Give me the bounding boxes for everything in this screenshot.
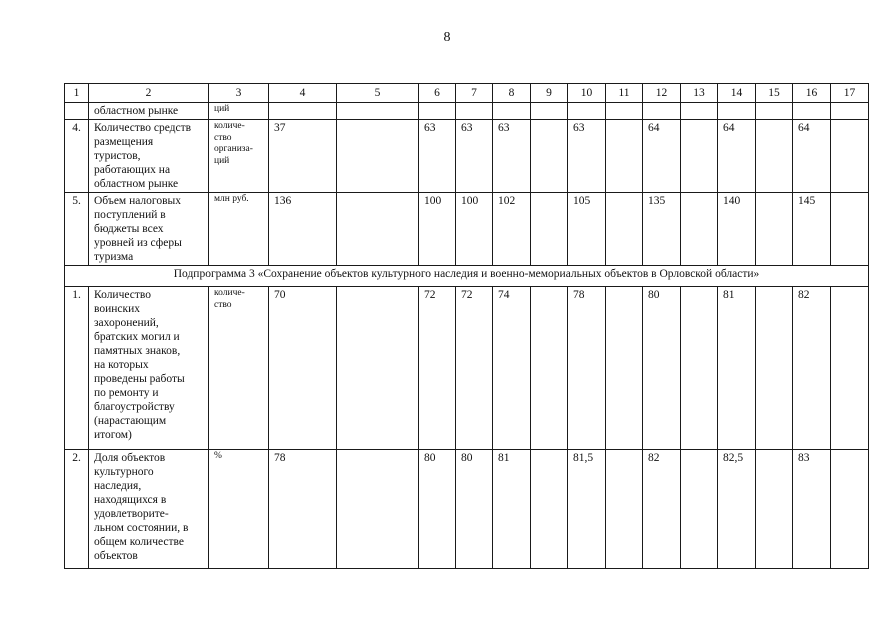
table-row xyxy=(65,287,869,450)
column-number-15: 15 xyxy=(756,84,793,103)
column-number-11: 11 xyxy=(606,84,643,103)
value-cell xyxy=(643,103,681,120)
value-cell: 100 xyxy=(419,193,456,266)
column-number-10: 10 xyxy=(568,84,606,103)
value-cell xyxy=(606,193,643,266)
value-cell xyxy=(681,450,718,569)
value-cell: 81 xyxy=(493,450,531,569)
value-cell: 145 xyxy=(793,193,831,266)
value-cell: 81 xyxy=(718,287,756,450)
value-cell: 140 xyxy=(718,193,756,266)
indicator-name: Доля объектов культурного наследия, находящихся в удовлетворите- льном состоянии, в общем количестве объектов xyxy=(89,450,209,569)
value-cell: 64 xyxy=(643,120,681,193)
value-cell xyxy=(337,193,419,266)
value-cell xyxy=(681,120,718,193)
subprogram-row xyxy=(65,266,869,287)
value-cell xyxy=(531,193,568,266)
value-cell: 63 xyxy=(493,120,531,193)
value-cell xyxy=(337,103,419,120)
column-number-3: 3 xyxy=(209,84,269,103)
table-row xyxy=(65,193,869,266)
value-cell xyxy=(531,120,568,193)
value-cell: 74 xyxy=(493,287,531,450)
indicator-name: Количество средств размещения туристов, работающих на областном рынке xyxy=(89,120,209,193)
column-number-6: 6 xyxy=(419,84,456,103)
value-cell: 78 xyxy=(568,287,606,450)
unit-of-measure: % xyxy=(209,450,269,569)
value-cell xyxy=(831,103,869,120)
table-body xyxy=(65,84,869,569)
value-cell: 63 xyxy=(456,120,493,193)
value-cell: 82 xyxy=(643,450,681,569)
row-number xyxy=(65,103,89,120)
value-cell xyxy=(793,103,831,120)
value-cell xyxy=(756,103,793,120)
value-cell xyxy=(681,103,718,120)
value-cell: 64 xyxy=(718,120,756,193)
unit-of-measure: млн руб. xyxy=(209,193,269,266)
column-number-14: 14 xyxy=(718,84,756,103)
indicator-name: Объем налоговых поступлений в бюджеты всех уровней из сферы туризма xyxy=(89,193,209,266)
value-cell: 72 xyxy=(456,287,493,450)
value-cell xyxy=(681,193,718,266)
column-number-12: 12 xyxy=(643,84,681,103)
table-row xyxy=(65,450,869,569)
column-number-17: 17 xyxy=(831,84,869,103)
value-cell xyxy=(756,193,793,266)
value-cell xyxy=(606,450,643,569)
table-row xyxy=(65,103,869,120)
value-cell xyxy=(756,287,793,450)
value-cell xyxy=(568,103,606,120)
table-row xyxy=(65,120,869,193)
value-cell: 63 xyxy=(419,120,456,193)
row-number: 1. xyxy=(65,287,89,450)
value-cell: 72 xyxy=(419,287,456,450)
value-cell xyxy=(606,103,643,120)
value-cell xyxy=(531,287,568,450)
value-cell: 81,5 xyxy=(568,450,606,569)
value-cell xyxy=(456,103,493,120)
value-cell xyxy=(269,103,337,120)
value-cell: 83 xyxy=(793,450,831,569)
value-cell xyxy=(337,287,419,450)
column-number-4: 4 xyxy=(269,84,337,103)
column-number-2: 2 xyxy=(89,84,209,103)
column-number-5: 5 xyxy=(337,84,419,103)
row-number: 2. xyxy=(65,450,89,569)
value-cell xyxy=(337,120,419,193)
indicator-name: Количество воинских захоронений, братских могил и памятных знаков, на которых проведены работы по ремонту и благоустройству (нарастающим итогом) xyxy=(89,287,209,450)
value-cell: 135 xyxy=(643,193,681,266)
unit-of-measure: количе- ство организа- ций xyxy=(209,120,269,193)
value-cell xyxy=(681,287,718,450)
row-number: 4. xyxy=(65,120,89,193)
value-cell: 80 xyxy=(643,287,681,450)
column-number-8: 8 xyxy=(493,84,531,103)
column-number-1: 1 xyxy=(65,84,89,103)
value-cell: 82,5 xyxy=(718,450,756,569)
unit-of-measure: ций xyxy=(209,103,269,120)
value-cell xyxy=(718,103,756,120)
column-number-13: 13 xyxy=(681,84,718,103)
value-cell xyxy=(831,193,869,266)
value-cell: 102 xyxy=(493,193,531,266)
value-cell: 80 xyxy=(419,450,456,569)
value-cell xyxy=(493,103,531,120)
value-cell: 63 xyxy=(568,120,606,193)
value-cell: 70 xyxy=(269,287,337,450)
unit-of-measure: количе- ство xyxy=(209,287,269,450)
value-cell xyxy=(831,287,869,450)
subprogram-title: Подпрограмма 3 «Сохранение объектов культурного наследия и военно-мемориальных объектов в Орловской области» xyxy=(65,266,869,287)
page-number: 8 xyxy=(443,30,451,45)
value-cell xyxy=(756,450,793,569)
value-cell xyxy=(831,120,869,193)
value-cell: 136 xyxy=(269,193,337,266)
value-cell: 37 xyxy=(269,120,337,193)
value-cell xyxy=(531,103,568,120)
value-cell xyxy=(756,120,793,193)
indicator-name: областном рынке xyxy=(89,103,209,120)
value-cell xyxy=(419,103,456,120)
value-cell xyxy=(606,287,643,450)
value-cell: 82 xyxy=(793,287,831,450)
value-cell: 64 xyxy=(793,120,831,193)
column-number-9: 9 xyxy=(531,84,568,103)
value-cell: 78 xyxy=(269,450,337,569)
value-cell: 80 xyxy=(456,450,493,569)
row-number: 5. xyxy=(65,193,89,266)
column-number-16: 16 xyxy=(793,84,831,103)
value-cell: 105 xyxy=(568,193,606,266)
value-cell xyxy=(337,450,419,569)
column-number-7: 7 xyxy=(456,84,493,103)
value-cell xyxy=(531,450,568,569)
value-cell xyxy=(831,450,869,569)
value-cell xyxy=(606,120,643,193)
indicators-table xyxy=(64,83,869,569)
value-cell: 100 xyxy=(456,193,493,266)
header-row xyxy=(65,84,869,103)
